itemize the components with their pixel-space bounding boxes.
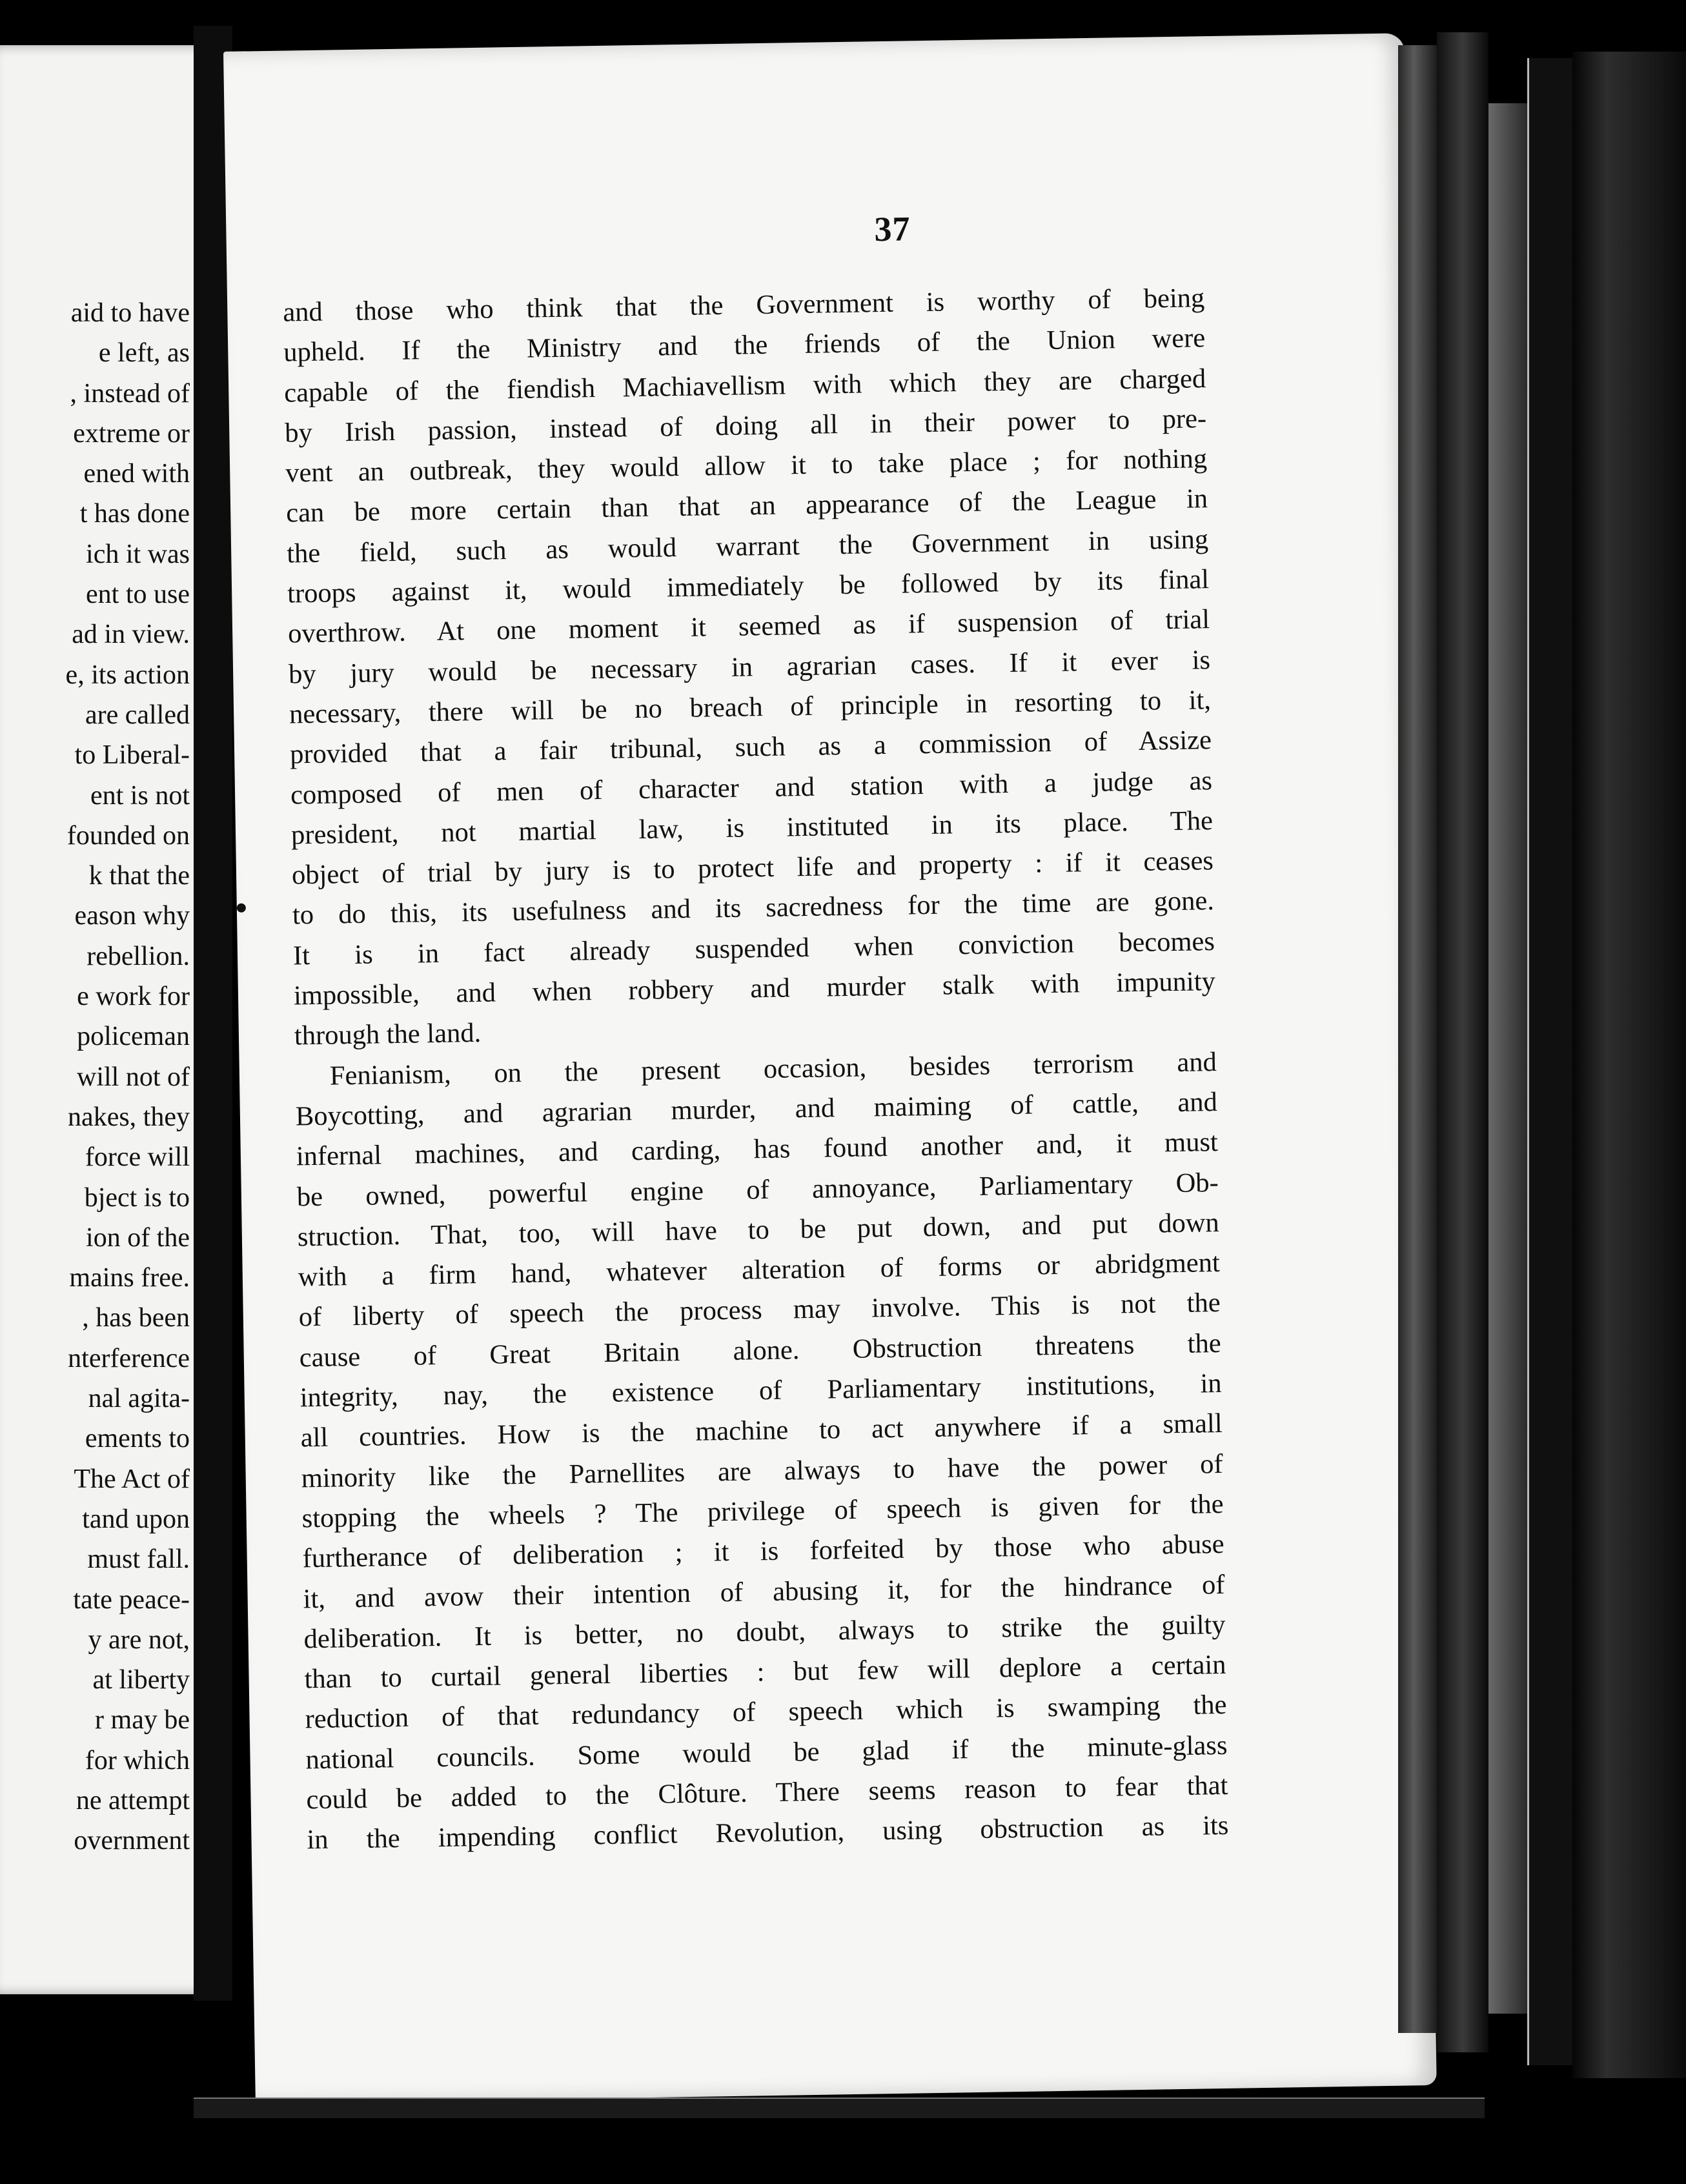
book-cover-edge [1437, 32, 1488, 2052]
text-line: cause of Great Britain alone. Obstruction threatens the [299, 1328, 1221, 1373]
text-line: upheld. If the Ministry and the friends of the Union were [283, 323, 1206, 368]
text-line: in the impending conflict Revolution, using obstruction as its [307, 1810, 1229, 1855]
text-line: by jury would be necessary in agrarian cases. If it ever is [288, 644, 1211, 690]
left-page-line: at liberty [92, 1665, 190, 1695]
left-page-line: t has done [79, 499, 190, 529]
text-line: struction. That, too, will have to be put down, and put down [297, 1207, 1220, 1253]
text-line: furtherance of deliberation ; it is forfeited by those who abuse [302, 1529, 1224, 1574]
text-line: to do this, its usefulness and its sacredness for the time are gone. [292, 885, 1215, 931]
text-line: national councils. Some would be glad if the minute-glass [305, 1730, 1228, 1775]
left-page-line: founded on [66, 820, 190, 851]
text-line: minority like the Parnellites are always to have the power of [301, 1448, 1223, 1493]
left-page-line: nal agita- [88, 1384, 190, 1414]
text-line: reduction of that redundancy of speech which is swamping the [305, 1690, 1227, 1735]
left-page-line: aid to have [70, 298, 190, 328]
text-line: stopping the wheels ? The privilege of speech is given for the [301, 1488, 1224, 1534]
left-page-line: , has been [82, 1303, 190, 1333]
text-line: integrity, nay, the existence of Parliamentary institutions, in [300, 1368, 1222, 1413]
left-page-text [0, 293, 190, 1861]
left-page-line: ements to [85, 1424, 190, 1454]
book-spine-edge [1488, 103, 1527, 2014]
text-line: impossible, and when robbery and murder stalk with impunity [293, 966, 1216, 1011]
left-page-line: must fall. [87, 1544, 190, 1575]
right-page [223, 33, 1437, 2103]
text-line: by Irish passion, instead of doing all in their power to pre- [284, 403, 1207, 449]
text-line: provided that a fair tribunal, such as a commission of Assize [289, 725, 1212, 770]
left-page-line: mains free. [69, 1263, 190, 1293]
text-line: infernal machines, and carding, has found another and, it must [296, 1127, 1219, 1172]
left-page-line: r may be [95, 1705, 190, 1735]
left-page-line: y are not, [88, 1624, 190, 1655]
text-line: and those who think that the Government is worthy of being [282, 283, 1205, 328]
text-line: Fenianism, on the present occasion, besides terrorism and [329, 1046, 1217, 1091]
page-number: 37 [873, 209, 911, 249]
left-page-line: force will [85, 1142, 190, 1173]
left-page-line: for which [85, 1745, 190, 1775]
book-binding-edge [1527, 58, 1574, 2065]
left-page-line: ion of the [86, 1222, 190, 1253]
left-page-line: are called [85, 700, 190, 730]
left-page-line: e left, as [98, 338, 190, 369]
text-line: all countries. How is the machine to act anywhere if a small [300, 1408, 1223, 1453]
left-page-line: , instead of [70, 378, 190, 409]
left-page-line: overnment [74, 1826, 190, 1856]
scan-background [1572, 52, 1686, 2078]
page-bottom-edge [194, 2098, 1485, 2118]
left-page-line: ent to use [86, 580, 190, 610]
left-page-line: bject is to [84, 1182, 190, 1213]
text-line: it, and avow their intention of abusing it, for the hindrance of [303, 1569, 1225, 1614]
left-page-line: rebellion. [86, 941, 190, 971]
text-line: necessary, there will be no breach of principle in resorting to it, [289, 685, 1212, 730]
left-page-line: nakes, they [68, 1102, 190, 1132]
text-line: of liberty of speech the process may involve. This is not the [298, 1288, 1221, 1333]
left-page-line: nterference [68, 1343, 190, 1373]
text-line: overthrow. At one moment it seemed as if suspension of trial [287, 604, 1210, 649]
left-page-line: e work for [77, 982, 190, 1012]
text-line: Boycotting, and agrarian murder, and maiming of cattle, and [295, 1086, 1218, 1132]
left-page-line: The Act of [74, 1464, 190, 1494]
left-page-line: policeman [77, 1022, 190, 1052]
left-page-line: ened with [83, 459, 190, 489]
text-line: It is in fact already suspended when conviction becomes [292, 925, 1215, 971]
left-page-line: e, its action [65, 660, 190, 690]
left-page-line: ich it was [86, 539, 190, 569]
left-page-line: ent is not [90, 780, 190, 811]
text-line: troops against it, would immediately be followed by its final [287, 564, 1210, 609]
page-edges [1398, 45, 1437, 2033]
text-line: capable of the fiendish Machiavellism with which they are charged [283, 363, 1206, 409]
left-page-line: to Liberal- [74, 740, 190, 771]
text-line: be owned, powerful engine of annoyance, Parliamentary Ob- [296, 1167, 1219, 1212]
text-line: composed of men of character and station with a judge as [290, 765, 1213, 811]
text-line: the field, such as would warrant the Government in using [286, 523, 1209, 569]
text-line: can be more certain than that an appearance of the League in [285, 483, 1208, 529]
text-line: with a firm hand, whatever alteration of forms or abridgment [298, 1248, 1221, 1293]
text-line: president, not martial law, is instituted in its place. The [290, 805, 1214, 851]
left-page-line: eason why [74, 901, 190, 931]
left-page-line: tand upon [82, 1504, 190, 1534]
text-line: than to curtail general liberties : but few will deplore a certain [304, 1650, 1226, 1695]
text-line: deliberation. It is better, no doubt, always to strike the guilty [303, 1609, 1226, 1655]
left-page-line: extreme or [73, 418, 190, 449]
text-line: vent an outbreak, they would allow it to take place ; for nothing [285, 443, 1208, 489]
left-page-line: k that the [88, 861, 190, 891]
text-line: could be added to the Clôture. There seems reason to fear that [306, 1770, 1228, 1815]
left-page-line: will not of [77, 1062, 190, 1092]
text-line: object of trial by jury is to protect life and property : if it ceases [291, 845, 1214, 891]
left-page-line: ad in view. [72, 620, 190, 650]
text-line: through the land. [294, 1018, 482, 1051]
left-page-line: ne attempt [76, 1785, 190, 1815]
left-page-line: tate peace- [73, 1584, 190, 1615]
page-body-text [283, 278, 1229, 1861]
ink-speck [237, 904, 246, 913]
left-page-fragment [0, 45, 213, 1994]
book-gutter [194, 26, 232, 2001]
